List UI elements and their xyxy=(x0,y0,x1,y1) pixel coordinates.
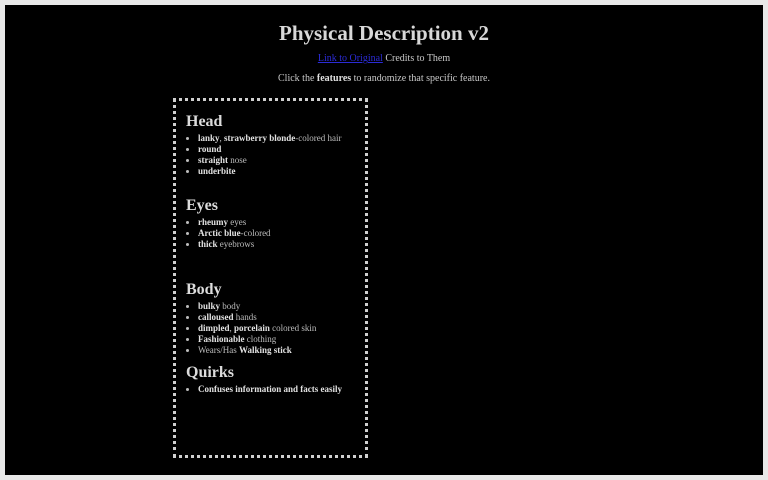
section-title-quirks: Quirks xyxy=(186,364,235,381)
credits-text: Credits to Them xyxy=(382,53,451,64)
feature-suffix: hands xyxy=(233,312,257,322)
section-body xyxy=(186,281,361,356)
list-item xyxy=(198,323,361,334)
feature-body-type[interactable]: bulky xyxy=(198,301,221,311)
feature-skin-color[interactable]: porcelain xyxy=(234,323,270,333)
section-head xyxy=(186,113,361,177)
list-item xyxy=(198,334,361,345)
list-item xyxy=(198,228,361,239)
section-title-body: Body xyxy=(186,281,222,298)
section-title-eyes: Eyes xyxy=(186,197,218,214)
feature-suffix: -colored hair xyxy=(295,133,342,143)
feature-nose[interactable]: straight xyxy=(198,155,228,165)
feature-eyebrows[interactable]: thick xyxy=(198,239,218,249)
feature-eye-type[interactable]: rheumy xyxy=(198,217,228,227)
feature-eye-color[interactable]: Arctic blue xyxy=(198,228,241,238)
list-item xyxy=(198,144,361,155)
list-item xyxy=(198,155,361,166)
feature-list-head xyxy=(186,133,361,177)
feature-list-quirks xyxy=(186,384,361,395)
feature-prefix: Wears/Has xyxy=(198,345,240,355)
feature-build[interactable]: lanky xyxy=(198,133,220,143)
page-frame xyxy=(5,5,763,475)
list-item xyxy=(198,133,361,144)
instructions-suffix: to randomize that specific feature. xyxy=(351,73,490,84)
instructions-bold: features xyxy=(316,73,352,84)
feature-face-shape[interactable]: round xyxy=(198,144,222,154)
feature-suffix: eyes xyxy=(228,217,247,227)
feature-skin-texture[interactable]: dimpled xyxy=(198,323,230,333)
feature-accessory[interactable]: Walking stick xyxy=(239,345,292,355)
separator: , xyxy=(219,133,225,143)
original-link[interactable]: Link to Original xyxy=(317,53,383,64)
section-eyes xyxy=(186,197,361,250)
feature-suffix: eyebrows xyxy=(217,239,255,249)
feature-hair-color[interactable]: strawberry blonde xyxy=(224,133,296,143)
list-item xyxy=(198,345,361,356)
feature-suffix: body xyxy=(220,301,241,311)
list-item xyxy=(198,384,361,395)
list-item xyxy=(198,217,361,228)
feature-list-body xyxy=(186,301,361,356)
feature-list-eyes xyxy=(186,217,361,250)
separator: , xyxy=(229,323,235,333)
list-item xyxy=(198,239,361,250)
section-quirks xyxy=(186,364,361,395)
feature-jaw[interactable]: underbite xyxy=(198,166,236,176)
feature-suffix: clothing xyxy=(244,334,277,344)
description-card xyxy=(173,98,368,458)
feature-suffix: nose xyxy=(228,155,247,165)
feature-suffix: colored skin xyxy=(269,323,317,333)
list-item xyxy=(198,312,361,323)
instructions-line xyxy=(5,73,763,84)
page-title: Physical Description v2 xyxy=(279,21,489,45)
feature-hands[interactable]: calloused xyxy=(198,312,234,322)
credits-line xyxy=(5,53,763,64)
feature-suffix: -colored xyxy=(240,228,271,238)
feature-quirk[interactable]: Confuses information and facts easily xyxy=(198,384,343,394)
list-item xyxy=(198,301,361,312)
section-title-head: Head xyxy=(186,113,223,130)
list-item xyxy=(198,166,361,177)
feature-clothing[interactable]: Fashionable xyxy=(198,334,245,344)
instructions-prefix: Click the xyxy=(278,73,317,84)
